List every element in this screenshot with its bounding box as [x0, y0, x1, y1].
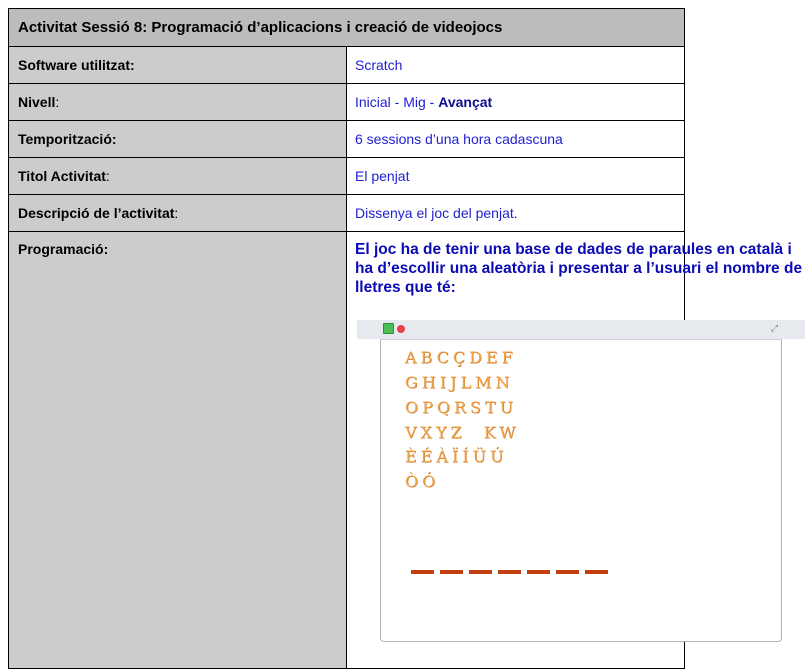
value-temporitzacio: 6 sessions d’una hora cadascuna	[347, 121, 685, 158]
letter-blank	[440, 570, 463, 574]
letter-blank	[527, 570, 550, 574]
programacio-text: El joc ha de tenir una base de dades de paraules en català i ha d’escollir una aleatòria i presentar a l’usuari el nombre de lletres que té:	[355, 241, 803, 296]
value-descripcio: Dissenya el joc del penjat.	[347, 195, 685, 232]
letter-blank	[585, 570, 608, 574]
label-software-text: Software utilitzat:	[18, 57, 135, 73]
table-title: Activitat Sessió 8: Programació d’aplicacions i creació de videojocs	[9, 9, 685, 47]
label-titol	[9, 158, 347, 195]
value-titol: El penjat	[347, 158, 685, 195]
letter-row[interactable]: ÈÉÀÏÍÜÚ	[405, 447, 508, 466]
label-nivell	[9, 84, 347, 121]
letter-row[interactable]: VXYZ KW	[405, 423, 520, 442]
label-temporitzacio	[9, 121, 347, 158]
label-programacio	[9, 232, 347, 669]
row-nivell	[9, 84, 685, 121]
label-nivell-colon: :	[55, 94, 60, 110]
label-nivell-text: Nivell	[18, 94, 56, 110]
letter-row[interactable]: OPQRSTU	[405, 398, 518, 417]
row-descripcio	[9, 195, 685, 232]
label-descripcio	[9, 195, 347, 232]
row-titol	[9, 158, 685, 195]
value-programacio	[347, 232, 803, 669]
word-blanks	[411, 570, 608, 574]
row-software	[9, 47, 685, 84]
letter-blank	[469, 570, 492, 574]
label-programacio-text: Programació:	[18, 241, 109, 257]
value-nivell	[347, 84, 685, 121]
green-flag-icon[interactable]	[383, 323, 394, 334]
activity-table	[8, 8, 803, 669]
letter-blank	[411, 570, 434, 574]
letter-blank	[498, 570, 521, 574]
stage-toolbar	[357, 320, 805, 339]
label-descripcio-colon: :	[174, 205, 179, 221]
row-programacio	[9, 232, 685, 669]
title-row	[9, 9, 685, 47]
label-descripcio-text: Descripció de l’activitat	[18, 205, 175, 221]
stage-canvas[interactable]	[380, 339, 782, 642]
label-titol-colon: :	[105, 168, 110, 184]
letter-row[interactable]: ÒÓ	[405, 472, 440, 491]
scratch-stage	[357, 320, 805, 665]
row-temporitzacio	[9, 121, 685, 158]
fullscreen-icon[interactable]: ⤢	[770, 323, 779, 333]
letter-blank	[556, 570, 579, 574]
stop-icon[interactable]	[397, 325, 405, 333]
value-software: Scratch	[347, 47, 685, 84]
letter-row[interactable]: ABCÇDEF	[405, 348, 517, 367]
nivell-levels: Inicial - Mig -	[355, 94, 439, 110]
nivell-selected: Avançat	[438, 94, 493, 110]
letter-row[interactable]: GHIJLMN	[405, 373, 514, 392]
activity-sheet	[8, 8, 803, 671]
label-titol-text: Titol Activitat	[18, 168, 106, 184]
label-temporitzacio-text: Temporització:	[18, 131, 117, 147]
label-software	[9, 47, 347, 84]
